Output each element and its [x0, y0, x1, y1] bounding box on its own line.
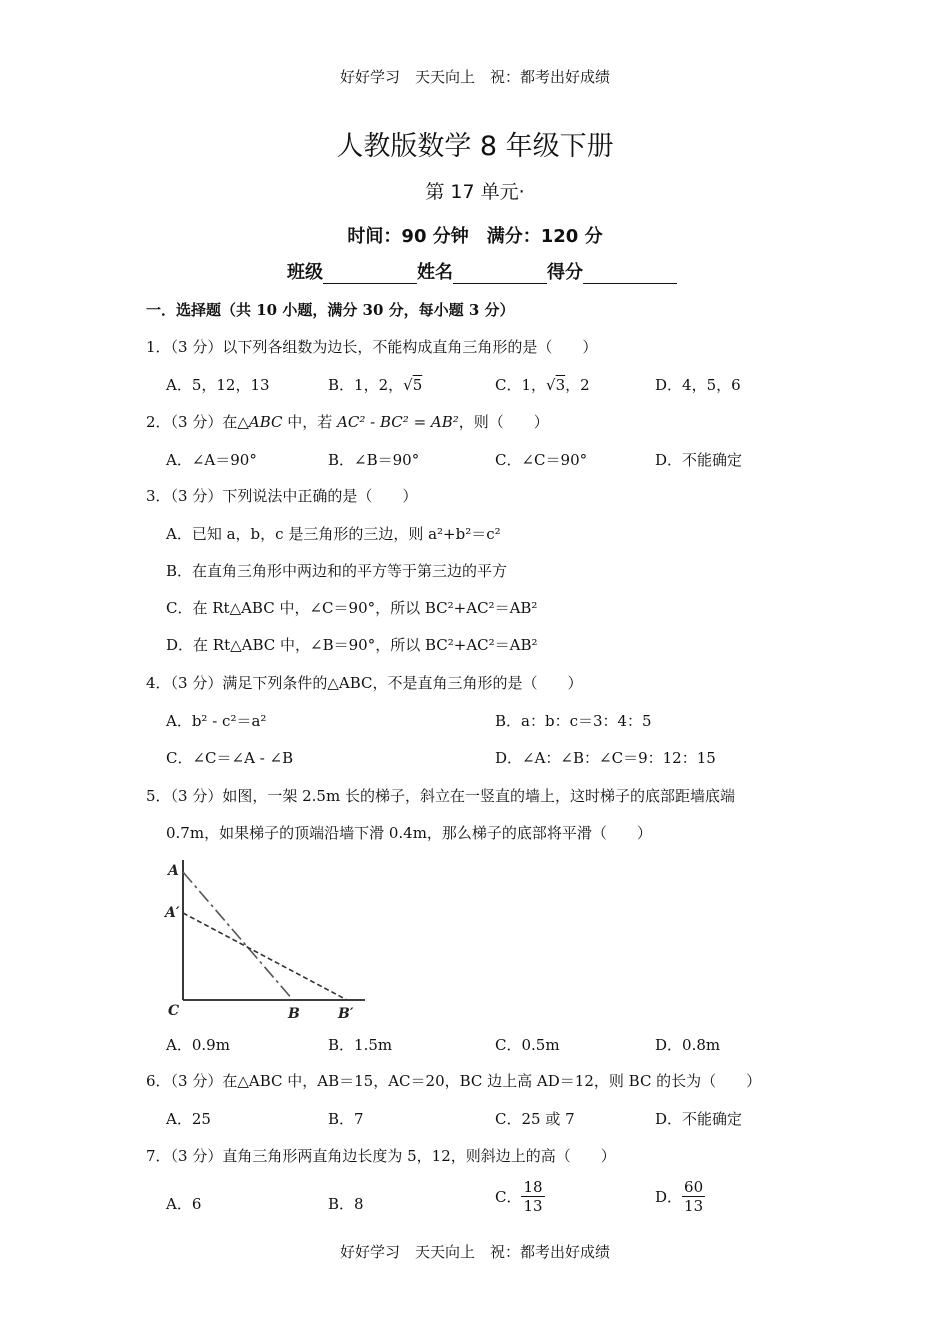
name-label: 姓名 — [417, 262, 453, 283]
q1-c-text: C．1， — [495, 376, 547, 394]
page-footer: 好好学习 天天向上 祝：都考出好成绩 — [339, 1243, 610, 1261]
q2-option-b: B．∠B＝90° — [328, 451, 420, 469]
q2-stem-equation: AC² - BC² = AB² — [337, 413, 459, 431]
q3-option-b: B．在直角三角形中两边和的平方等于第三边的平方 — [166, 562, 508, 580]
q7-c-fraction — [521, 1178, 544, 1215]
unit-title: 第 17 单元· — [425, 181, 525, 203]
student-fields — [287, 258, 677, 284]
q1-option-b: B．1，2，√5 — [328, 376, 423, 394]
q7-d-numerator: 60 — [684, 1178, 704, 1196]
ladder-figure — [160, 855, 375, 1025]
q1-b-text: B．1，2， — [328, 376, 404, 394]
q1-option-d: D．4，5，6 — [655, 376, 741, 394]
q4-option-d: D．∠A：∠B：∠C＝9：12：15 — [495, 749, 716, 767]
q6-option-c: C．25 或 7 — [495, 1110, 575, 1128]
label-b: B — [288, 1006, 300, 1022]
q2-option-a: A．∠A＝90° — [166, 451, 257, 469]
q7-c-denominator: 13 — [523, 1197, 543, 1215]
q3-option-a: A．已知 a，b，c 是三角形的三边，则 a²+b²＝c² — [166, 525, 501, 543]
time-info: 时间：90 分钟 满分：120 分 — [347, 226, 603, 247]
label-b-prime: B′ — [338, 1006, 354, 1022]
q5-stem-line1: 5．（3 分）如图，一架 2.5m 长的梯子，斜立在一竖直的墙上，这时梯子的底部距墙底端 — [146, 787, 735, 805]
q3-option-d: D．在 Rt△ABC 中，∠B＝90°，所以 BC²+AC²＝AB² — [166, 636, 538, 654]
q2-stem — [146, 411, 549, 432]
class-blank[interactable] — [323, 265, 417, 284]
label-a: A — [168, 863, 179, 879]
score-blank[interactable] — [583, 265, 677, 284]
q2-option-c: C．∠C＝90° — [495, 451, 588, 469]
q6-option-b: B．7 — [328, 1110, 364, 1128]
section-title: 一．选择题（共 10 小题，满分 30 分，每小题 3 分） — [146, 301, 515, 319]
q4-option-c: C．∠C＝∠A - ∠B — [166, 749, 294, 767]
q1-option-a: A．5，12，13 — [166, 376, 270, 394]
q6-stem: 6．（3 分）在△ABC 中，AB＝15，AC＝20，BC 边上高 AD＝12，则 BC 的长为（ ） — [146, 1072, 762, 1090]
q3-option-c: C．在 Rt△ABC 中，∠C＝90°，所以 BC²+AC²＝AB² — [166, 599, 538, 617]
q1-option-c: C．1，√3，2 — [495, 376, 590, 394]
q7-option-a: A．6 — [166, 1195, 202, 1213]
label-c: C — [168, 1003, 180, 1019]
ladder-slid — [183, 913, 347, 1000]
q7-stem: 7．（3 分）直角三角形两直角边长度为 5，12，则斜边上的高（ ） — [146, 1147, 616, 1165]
q7-c-label: C． — [495, 1188, 522, 1206]
score-label: 得分 — [547, 262, 583, 283]
q1-stem: 1．（3 分）以下列各组数为边长，不能构成直角三角形的是（ ） — [146, 338, 598, 356]
q2-stem-abc: ABC — [248, 413, 283, 431]
q7-d-denominator: 13 — [684, 1197, 704, 1215]
q1-c-tail: ，2 — [565, 376, 590, 394]
q6-option-d: D．不能确定 — [655, 1110, 743, 1128]
q7-option-b: B．8 — [328, 1195, 364, 1213]
q1-c-radicand: 3 — [555, 376, 566, 394]
q7-c-numerator: 18 — [523, 1178, 543, 1196]
q4-stem: 4．（3 分）满足下列条件的△ABC，不是直角三角形的是（ ） — [146, 674, 583, 692]
q4-option-b: B．a：b：c＝3：4：5 — [495, 712, 652, 730]
q4-option-a: A．b² - c²＝a² — [166, 712, 267, 730]
q5-option-a: A．0.9m — [166, 1036, 230, 1054]
q2-option-d: D．不能确定 — [655, 451, 743, 469]
name-blank[interactable] — [453, 265, 547, 284]
q2-stem-mid: 中，若 — [282, 413, 338, 431]
q5-option-d: D．0.8m — [655, 1036, 721, 1054]
q7-option-c — [495, 1178, 545, 1215]
page-title: 人教版数学 8 年级下册 — [336, 131, 614, 162]
q7-d-label: D． — [655, 1188, 683, 1206]
q5-option-c: C．0.5m — [495, 1036, 560, 1054]
label-a-prime: A′ — [165, 905, 180, 921]
q5-option-b: B．1.5m — [328, 1036, 393, 1054]
q2-stem-post: ，则（ ） — [458, 413, 549, 431]
q7-d-fraction — [682, 1178, 705, 1215]
class-label: 班级 — [287, 262, 323, 283]
q7-option-d — [655, 1178, 705, 1215]
q5-stem-line2: 0.7m，如果梯子的顶端沿墙下滑 0.4m，那么梯子的底部将平滑（ ） — [166, 824, 652, 842]
page-header: 好好学习 天天向上 祝：都考出好成绩 — [339, 68, 610, 86]
q2-stem-pre: 2．（3 分）在△ — [146, 413, 249, 431]
q3-stem: 3．（3 分）下列说法中正确的是（ ） — [146, 487, 418, 505]
q1-b-radicand: 5 — [412, 376, 423, 394]
ladder-original — [183, 872, 293, 1000]
q6-option-a: A．25 — [166, 1110, 211, 1128]
